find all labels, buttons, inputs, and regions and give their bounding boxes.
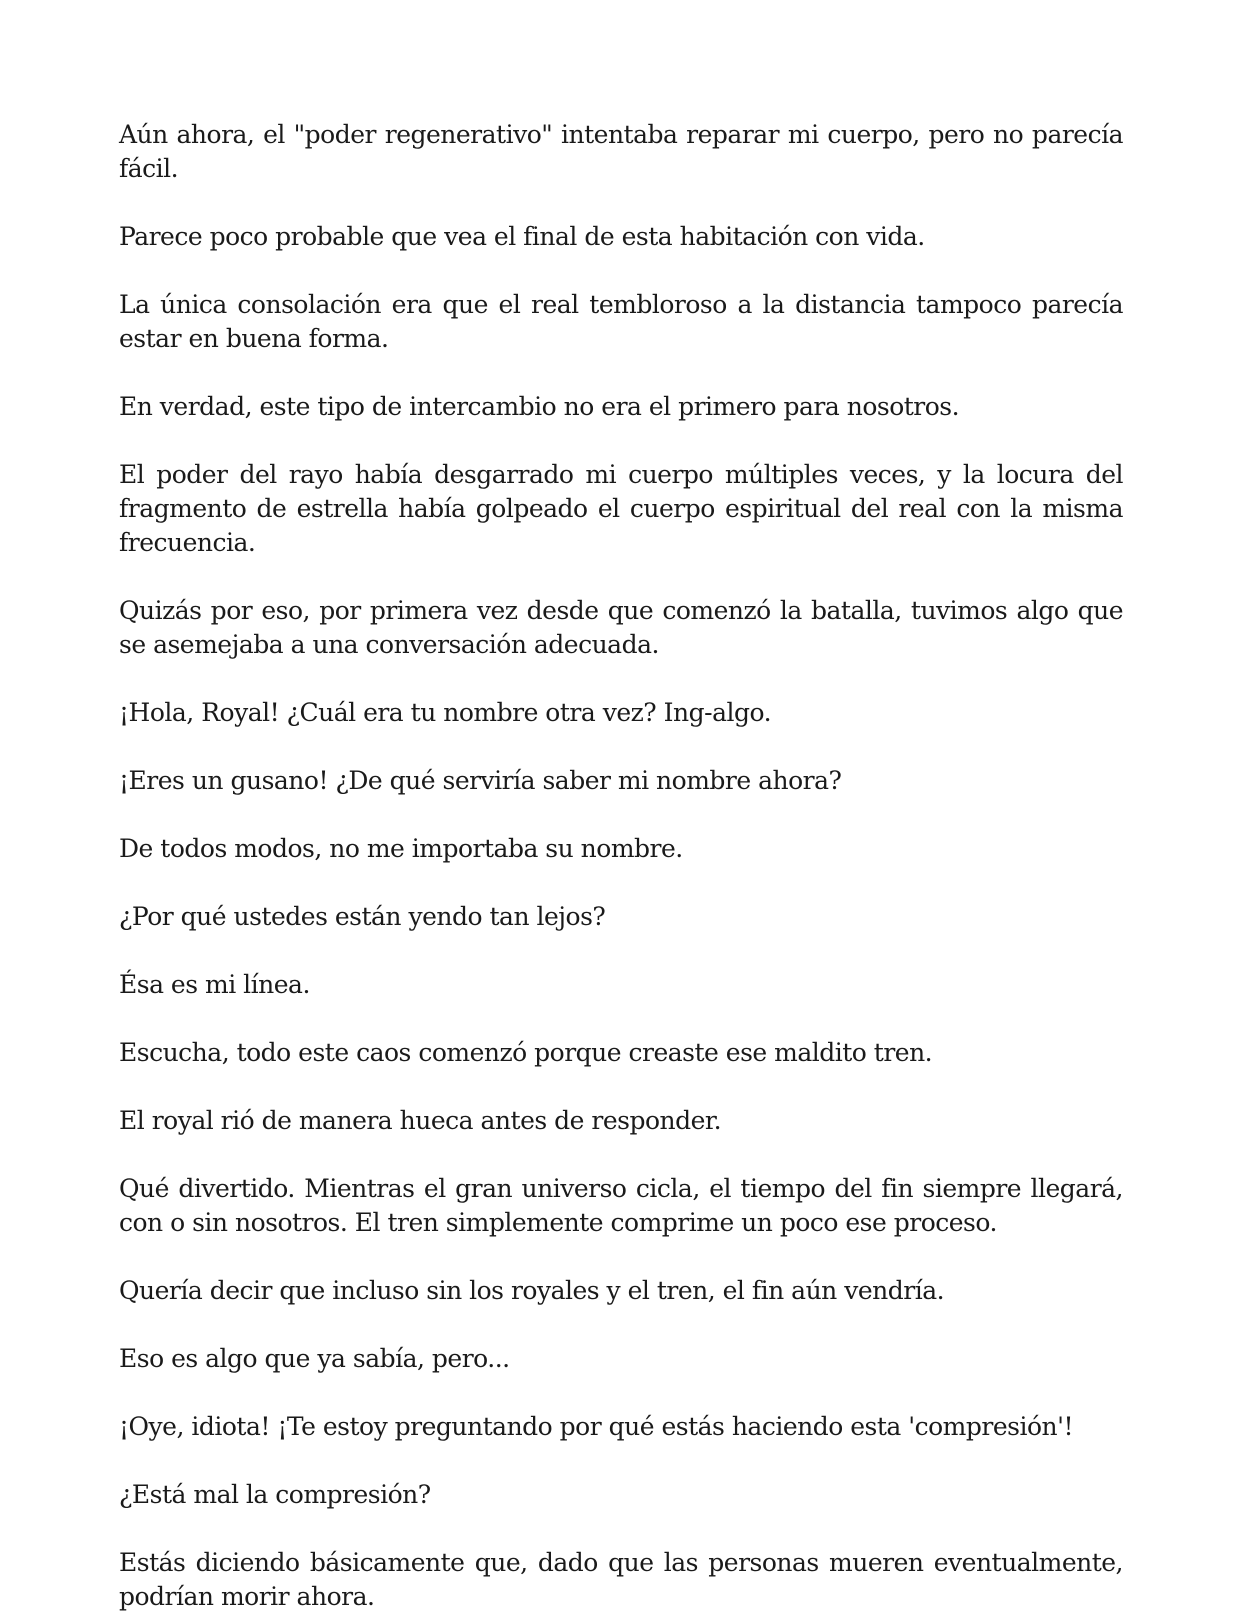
paragraph: Ésa es mi línea. [119,970,310,999]
paragraph: ¿Por qué ustedes están yendo tan lejos? [119,902,606,931]
document-body [119,118,1123,1617]
paragraph: El royal rió de manera hueca antes de responder. [119,1106,722,1135]
paragraph: Estás diciendo básicamente que, dado que las personas mueren eventualmente, podrían morir ahora. [119,1548,1123,1611]
paragraph: ¿Está mal la compresión? [119,1480,431,1509]
paragraph: Aún ahora, el "poder regenerativo" intentaba reparar mi cuerpo, pero no parecía fácil. [119,120,1123,183]
paragraph: Eso es algo que ya sabía, pero... [119,1344,510,1373]
paragraph: La única consolación era que el real tembloroso a la distancia tampoco parecía estar en buena forma. [119,290,1123,353]
paragraph: Escucha, todo este caos comenzó porque creaste ese maldito tren. [119,1038,933,1067]
paragraph: ¡Hola, Royal! ¿Cuál era tu nombre otra vez? Ing-algo. [119,698,772,727]
paragraph: ¡Eres un gusano! ¿De qué serviría saber mi nombre ahora? [119,766,842,795]
paragraph: ¡Oye, idiota! ¡Te estoy preguntando por qué estás haciendo esta 'compresión'! [119,1412,1074,1441]
paragraph: De todos modos, no me importaba su nombre. [119,834,683,863]
paragraph: El poder del rayo había desgarrado mi cuerpo múltiples veces, y la locura del fragmento de estrella había golpeado el cuerpo espiritual del real con la misma frecuencia. [119,460,1123,557]
paragraph: Quizás por eso, por primera vez desde que comenzó la batalla, tuvimos algo que se asemejaba a una conversación adecuada. [119,596,1123,659]
paragraph: Quería decir que incluso sin los royales y el tren, el fin aún vendría. [119,1276,945,1305]
paragraph: En verdad, este tipo de intercambio no era el primero para nosotros. [119,392,960,421]
paragraph: Parece poco probable que vea el final de esta habitación con vida. [119,222,925,251]
paragraph: Qué divertido. Mientras el gran universo cicla, el tiempo del fin siempre llegará, con o sin nosotros. El tren simplemente comprime un poco ese proceso. [119,1174,1123,1237]
